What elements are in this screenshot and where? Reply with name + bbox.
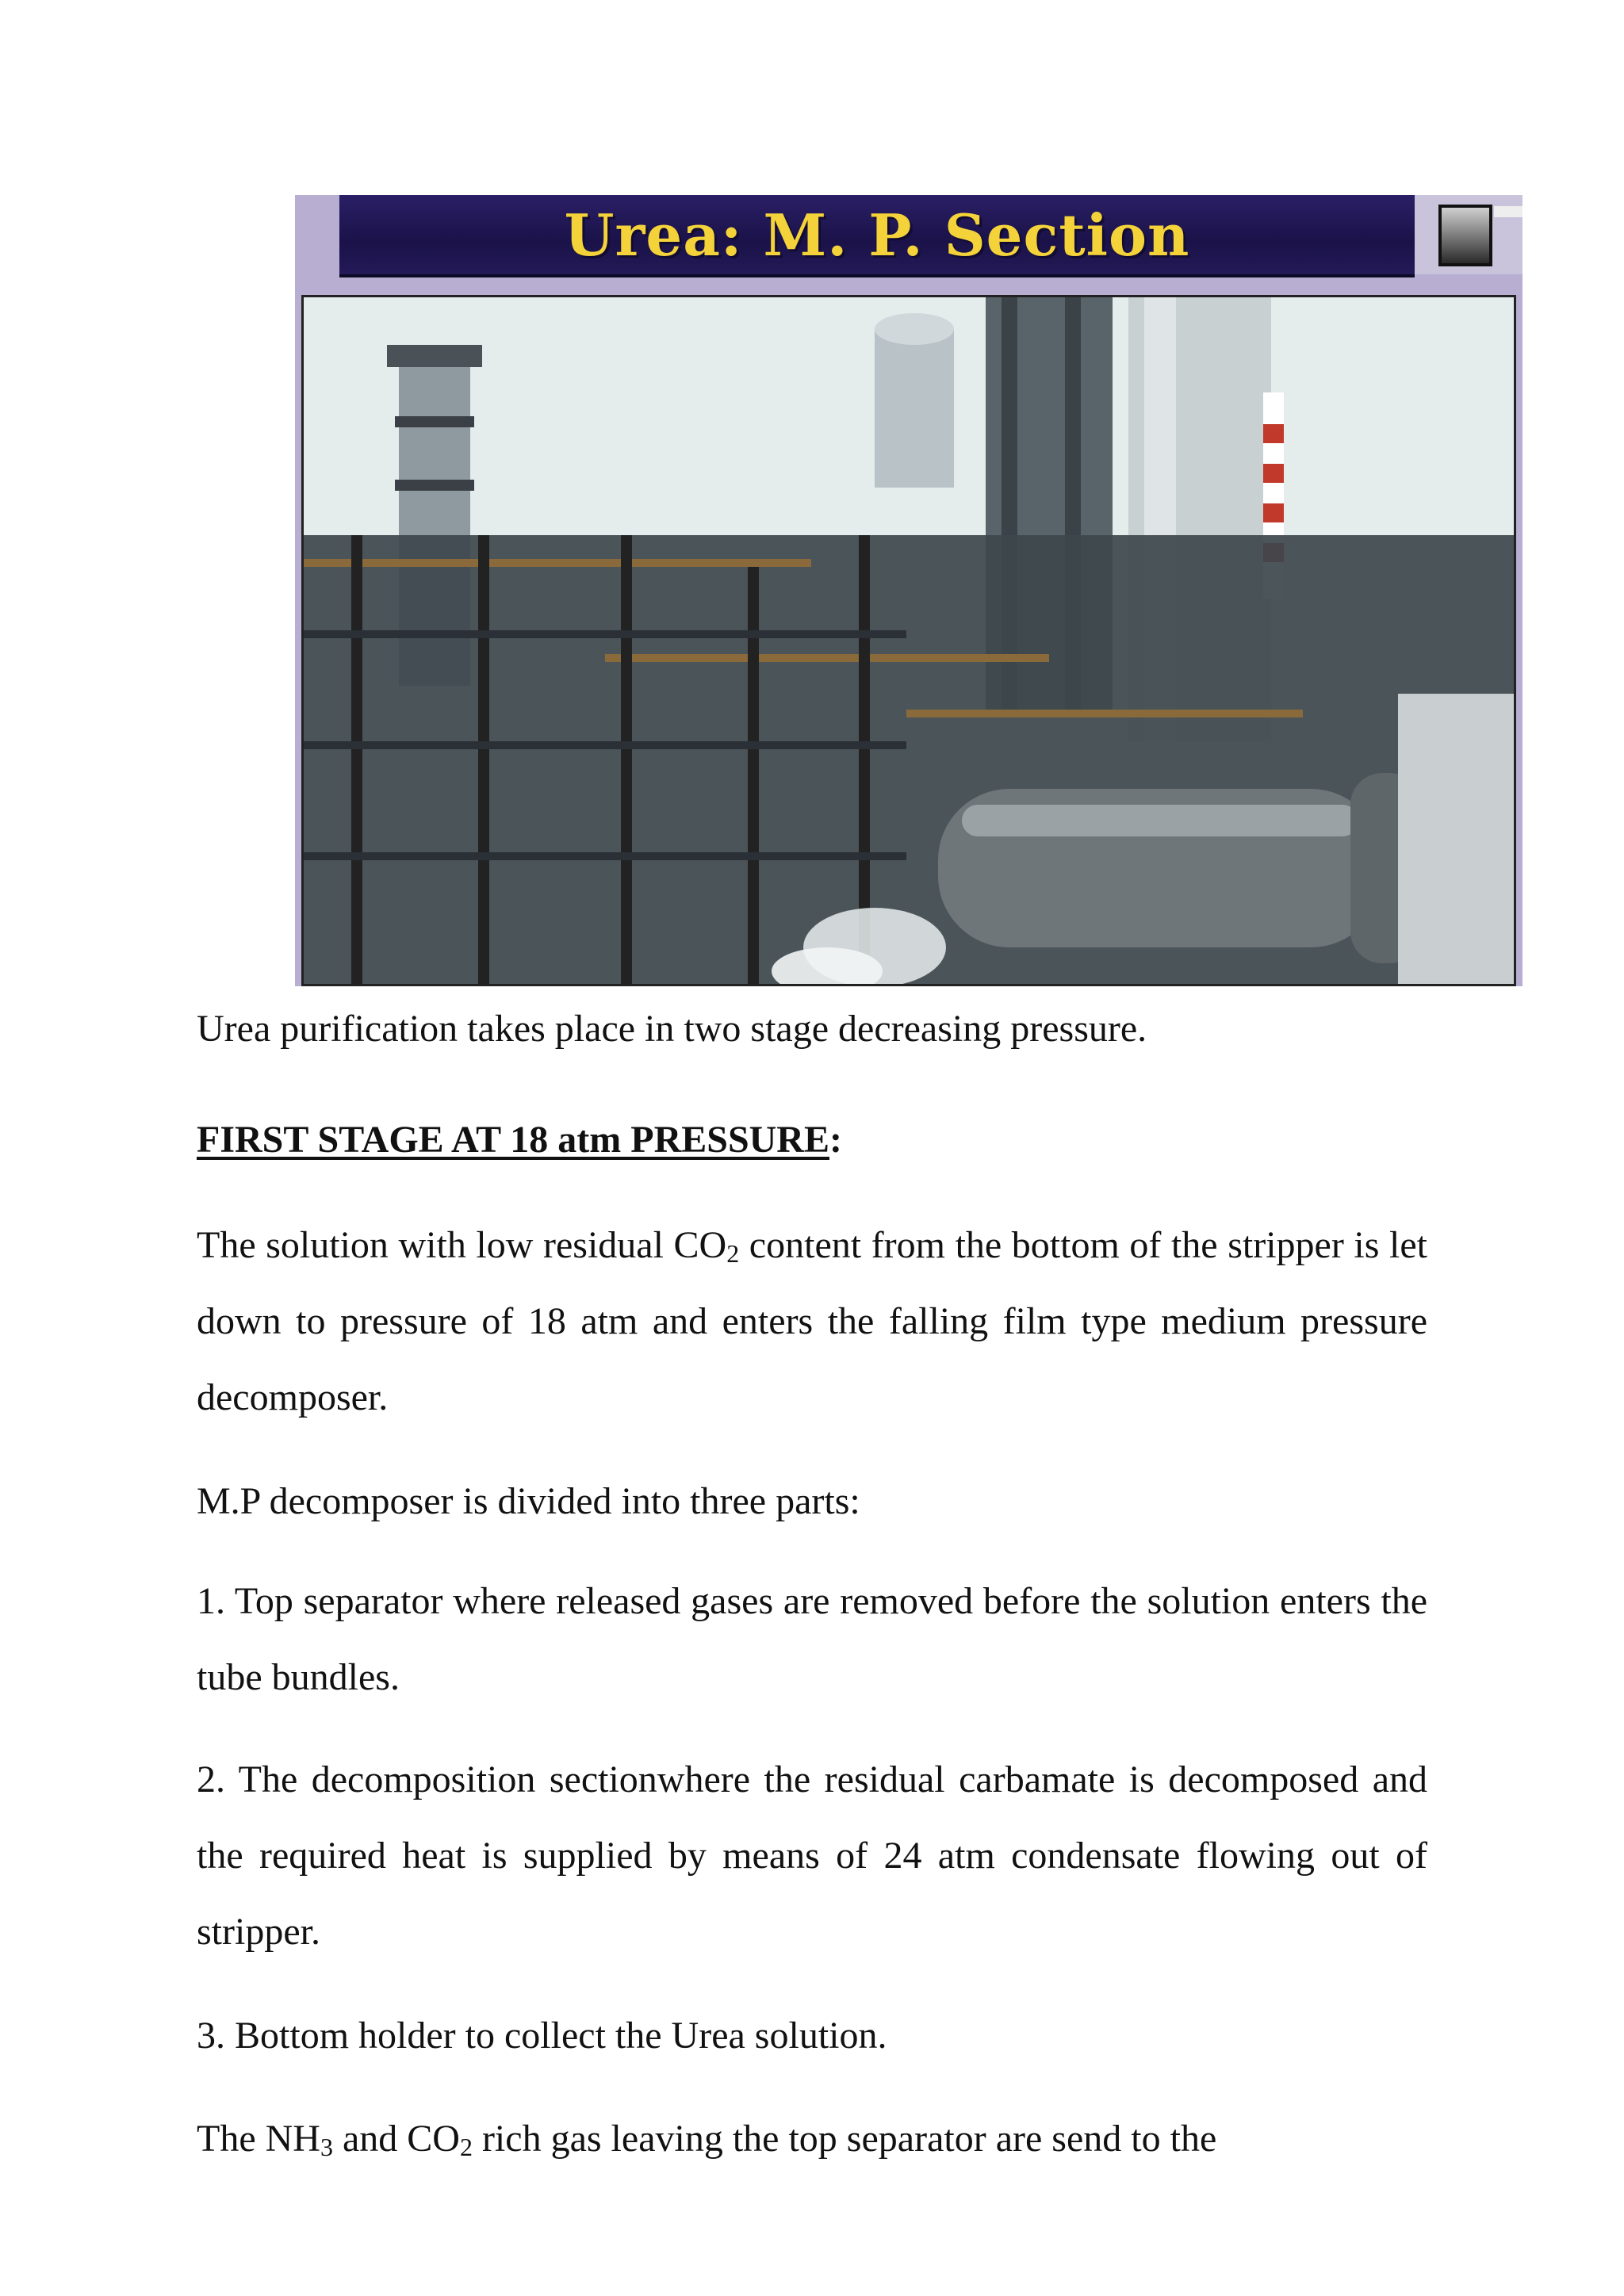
paragraph-rich-gas: [197, 2101, 1427, 2177]
paragraph-decomposer-parts: M.P decomposer is divided into three parts:: [197, 1480, 860, 1522]
p3-text-a: The NH: [197, 2118, 320, 2160]
co2-subscript-2: 2: [459, 2133, 473, 2161]
p3-text-b: and CO: [332, 2118, 460, 2160]
slide-title-bar: [339, 195, 1415, 277]
p1-text-a: The solution with low residual CO: [197, 1224, 727, 1266]
p1-text-b: content from the bottom of the stripper is let down to pressure of 18 atm and enters the falling film type medium pressure decomposer.: [197, 1224, 1427, 1418]
slide-corner-decoration: [1415, 195, 1522, 274]
list-item-1: 1. Top separator where released gases are removed before the solution enters the tube bundles.: [197, 1580, 1427, 1698]
slide-title: Urea: M. P. Section: [564, 201, 1190, 269]
section-heading-colon: :: [829, 1119, 842, 1161]
plant-photo-illustration: [304, 297, 1514, 984]
nh3-subscript: 3: [320, 2133, 333, 2161]
co2-subscript: 2: [726, 1239, 740, 1268]
plant-photo: [301, 295, 1516, 986]
intro-paragraph: Urea purification takes place in two stage decreasing pressure.: [197, 1008, 1147, 1050]
list-item-3: 3. Bottom holder to collect the Urea solution.: [197, 2015, 887, 2057]
paragraph-stripper-solution: [197, 1207, 1427, 1436]
p3-text-c: rich gas leaving the top separator are send to the: [472, 2118, 1217, 2160]
section-heading-text: FIRST STAGE AT 18 atm PRESSURE: [197, 1119, 829, 1161]
list-item-2: 2. The decomposition sectionwhere the residual carbamate is decomposed and the required heat is supplied by means of 24 atm condensate flowing out of stripper.: [197, 1758, 1427, 1953]
section-heading: [197, 1118, 842, 1161]
slide-figure: [295, 195, 1522, 986]
